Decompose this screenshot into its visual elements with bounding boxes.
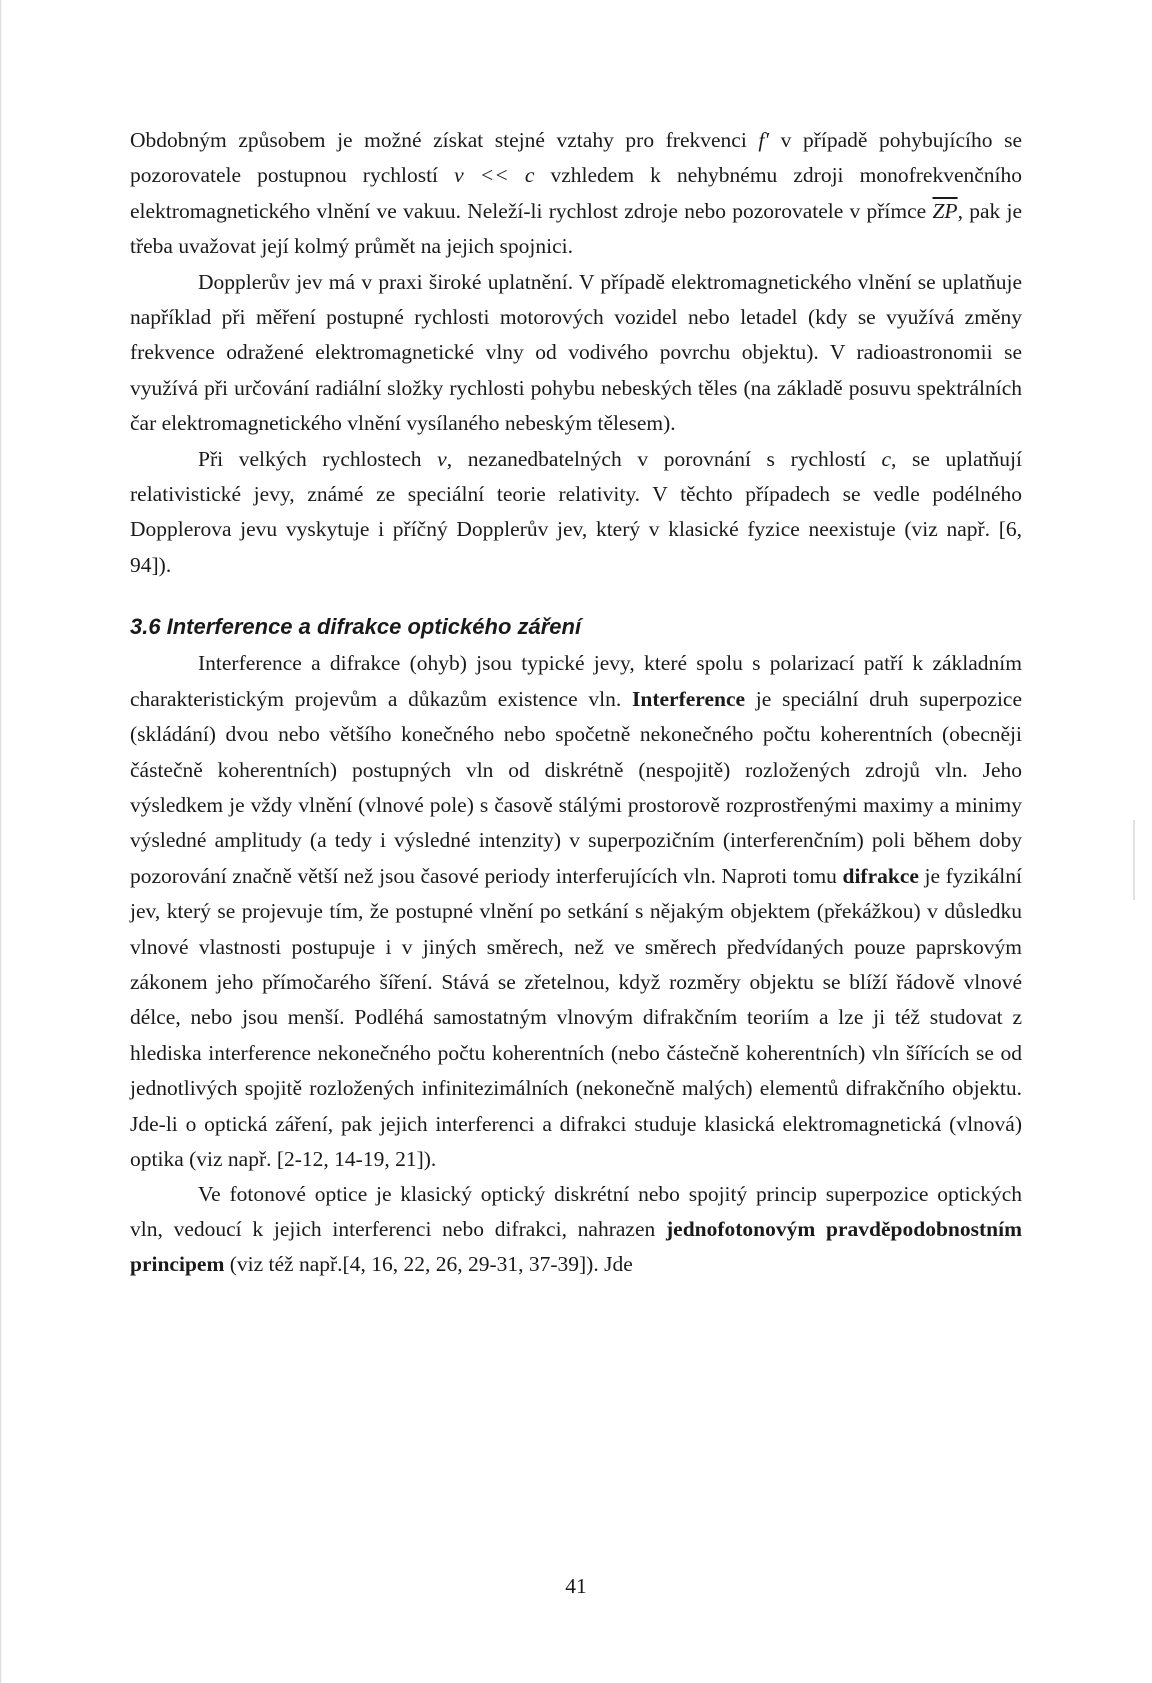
paragraph-interference-diffraction: Interference a difrakce (ohyb) jsou typické jevy, které spolu s polarizací patří k základním charakteristickým projevům a důkazům existence vln. Interference je speciální druh superpozice (skládání) dvou nebo většího konečného nebo spočetně nekonečného počtu koherentních (obecněji částečně koherentních) postupných vln od diskrétně (nespojitě) rozložených zdrojů vln. Jeho výsledkem je vždy vlnění (vlnové pole) s časově stálými prostorově rozprostřenými maximy a minimy výsledné amplitudy (a tedy i výsledné intenzity) v superpozičním (interferenčním) poli během doby pozorování značně větší než jsou časové periody interferujících vln. Naproti tomu difrakce je fyzikální jev, který se projevuje tím, že postupné vlnění po setkání s nějakým objektem (překážkou) v důsledku vlnové vlastnosti postupuje i v jiných směrech, než ve směrech předvídaných pouze paprskovým zákonem jeho přímočarého šíření. Stává se zřetelnou, když rozměry objektu se blíží řádově vlnové délce, nebo jsou menší. Podléhá samostatným vlnovým difrakčním teoriím a lze ji též studovat z hlediska interference nekonečného počtu koherentních (nebo částečně koherentních) vln šířících se od jednotlivých spojitě rozložených infinitezimálních (nekonečně malých) elementů difrakčního objektu. Jde-li o optická záření, pak jejich interferenci a difrakci studuje klasická elektromagnetická (vlnová) optika (viz např. [2-12, 14-19, 21]).	[130, 651, 1023, 1171]
term-interference: Interference	[632, 686, 746, 711]
term-difrakce: difrakce	[842, 863, 919, 888]
scan-mark	[1133, 820, 1135, 900]
scan-edge-shadow	[0, 0, 2, 1683]
paragraph-relativistic-effects: Při velkých rychlostech v, nezanedbatelných v porovnání s rychlostí c, se uplatňují relativistické jevy, známé ze speciální teorie relativity. V těchto případech se vedle podélného Dopplerova jevu vyskytuje i příčný Dopplerův jev, který v klasické fyzice neexistuje (viz např. [6, 94]).	[130, 446, 1022, 577]
section-number: 3.6	[130, 614, 161, 640]
symbol-f-prime: f′	[758, 128, 770, 152]
symbol-c: c	[881, 446, 891, 471]
section-heading	[130, 612, 1022, 642]
term-single-photon-principle: jednofotonovým pravděpodobnostním principem	[130, 1217, 1022, 1277]
paragraph-doppler-applications: Dopplerův jev má v praxi široké uplatnění. V případě elektromagnetického vlnění se uplatňuje například při měření postupné rychlosti motorových vozidel nebo letadel (kdy se využívá změny frekvence odražené elektromagnetické vlny od vodivého povrchu objektu). V radioastronomii se využívá při určování radiální složky rychlosti pohybu nebeských těles (na základě posuvu spektrálních čar elektromagnetického vlnění vysílaného nebeským tělesem).	[130, 269, 1022, 436]
section-title: Interference a difrakce optického záření	[166, 614, 582, 640]
symbol-zp: $\overline{ZP}$	[932, 198, 958, 223]
page-content	[130, 123, 1022, 1282]
paragraph-doppler-observer: Obdobným způsobem je možné získat stejné vztahy pro frekvenci f′ v případě pohybujícího se pozorovatele postupnou rychlostí v << c vzhledem k nehybnému zdroji monofrekvenčního elektromagnetického vlnění ve vakuu. Neleží-li rychlost zdroje nebo pozorovatele v přímce $\overline{ZP}$, pak je třeba uvažovat její kolmý průmět na jejich spojnici.	[130, 128, 1023, 259]
symbol-v-ll-c: v << c	[454, 163, 535, 188]
page-number: 41	[565, 1574, 587, 1598]
paragraph-photon-optics: Ve fotonové optice je klasický optický diskrétní nebo spojitý princip superpozice optických vln, vedoucí k jejich interferenci nebo difrakci, nahrazen jednofotonovým pravděpodobnostním principem (viz též např.[4, 16, 22, 26, 29-31, 37-39]). Jde	[130, 1182, 1022, 1277]
symbol-v: v	[437, 446, 447, 471]
